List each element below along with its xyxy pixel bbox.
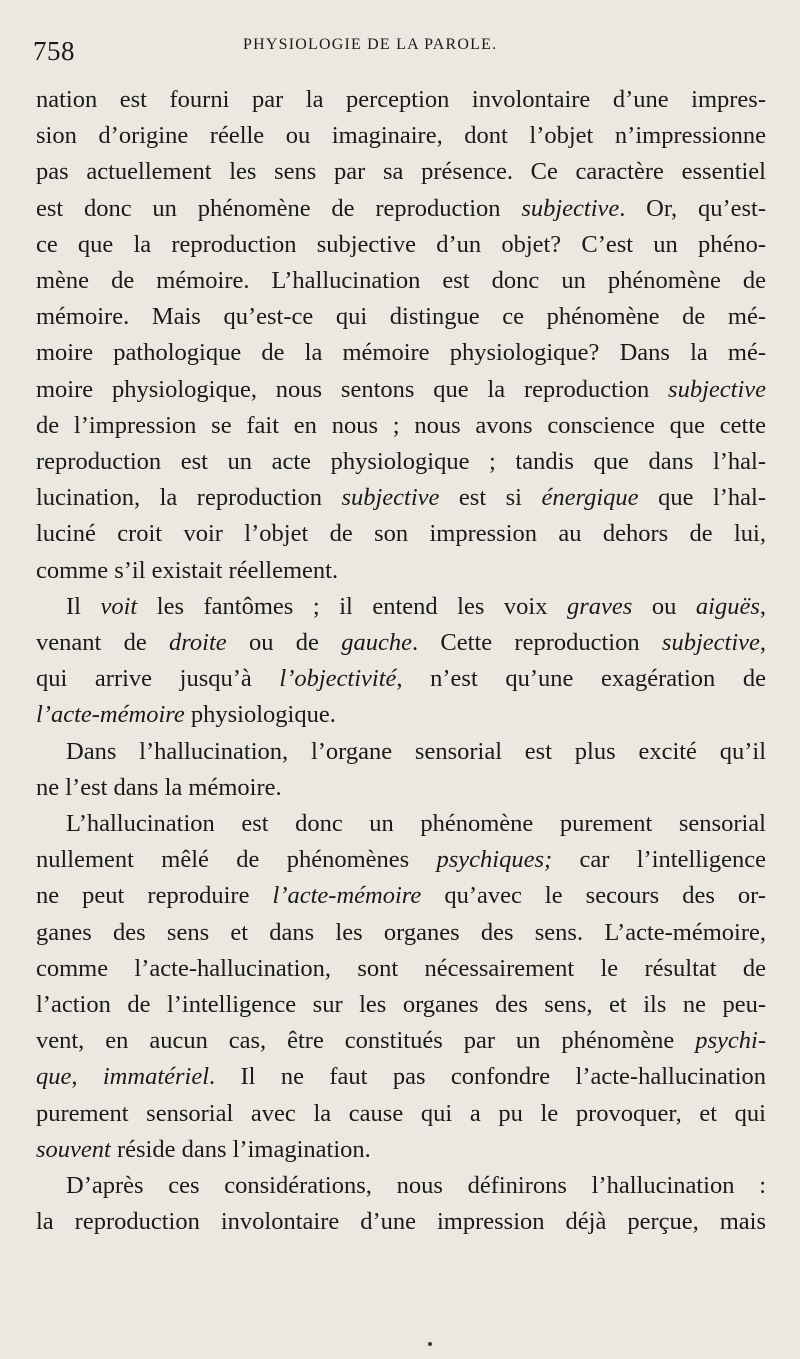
italic-text: droite [169, 629, 227, 657]
text-line [36, 1132, 766, 1168]
text-run: que l’hal- [638, 484, 766, 512]
text-run: L’hallucination est donc un phénomène purement sensorial [66, 810, 766, 838]
italic-text: souvent [36, 1135, 111, 1163]
text-run: , [759, 592, 766, 620]
text-run: , [71, 1063, 103, 1091]
text-line [36, 734, 766, 770]
text-run: réside dans l’imagination. [110, 1135, 371, 1163]
italic-text: gauche [341, 629, 412, 657]
text-run: les fantômes ; il entend les voix [137, 592, 568, 620]
text-line [36, 697, 766, 733]
text-run: , n’est qu’une exagération de [396, 665, 766, 693]
text-line [36, 553, 766, 589]
italic-text: l’acte-mémoire [36, 701, 185, 729]
text-run: lucination, la reproduction [36, 484, 342, 512]
text-run: ganes des sens et dans les organes des sens. L’acte-mémoire, [36, 918, 766, 946]
text-run: mémoire. Mais qu’est-ce qui distingue ce phénomène de mé- [36, 303, 766, 331]
text-line [36, 951, 766, 987]
text-run: est donc un phénomène de reproduction [36, 194, 522, 222]
text-line [36, 335, 766, 371]
italic-text: énergique [541, 484, 639, 512]
text-run: reproduction est un acte physiologique ; tandis que dans l’hal- [36, 448, 766, 476]
text-run: . Il ne faut pas confondre l’acte-hallucination [209, 1063, 766, 1091]
text-line [36, 987, 766, 1023]
text-run: purement sensorial avec la cause qui a pu le provoquer, et qui [36, 1099, 766, 1127]
text-line [36, 1096, 766, 1132]
text-line [36, 878, 766, 914]
text-run: la reproduction involontaire d’une impression déjà perçue, mais [36, 1208, 766, 1236]
text-line [36, 480, 766, 516]
text-run: . Cette reproduction [411, 629, 662, 657]
body-text [36, 82, 766, 1241]
italic-text: l’objectivité [279, 665, 397, 693]
italic-text: voit [100, 592, 138, 620]
text-run: qu’avec le secours des or- [421, 882, 766, 910]
text-line [36, 191, 766, 227]
text-run: physiologique. [184, 701, 336, 729]
italic-text: que [36, 1063, 72, 1091]
text-line [36, 915, 766, 951]
italic-text: subjective [341, 484, 440, 512]
paragraph [36, 806, 766, 1168]
text-line [36, 299, 766, 335]
italic-text: immatériel [102, 1063, 210, 1091]
text-run: nullement mêlé de phénomènes [36, 846, 437, 874]
italic-text: graves [567, 592, 633, 620]
text-run: pas actuellement les sens par sa présence. Ce caractère essentiel [36, 158, 766, 186]
text-line [36, 227, 766, 263]
italic-text: subjective [521, 194, 620, 222]
text-run: luciné croit voir l’objet de son impression au dehors de lui, [36, 520, 766, 548]
italic-text: psychi- [695, 1027, 766, 1055]
text-run: Il [66, 592, 101, 620]
text-line [36, 1168, 766, 1204]
print-speck [428, 1342, 432, 1346]
italic-text: subjective [668, 375, 766, 403]
text-line [36, 770, 766, 806]
text-run: ne peut reproduire [36, 882, 273, 910]
text-line [36, 82, 766, 118]
text-run: moire physiologique, nous sentons que la reproduction [36, 375, 669, 403]
page-number: 758 [33, 36, 75, 66]
text-line [36, 589, 766, 625]
italic-text: aiguës [695, 592, 760, 620]
text-run: qui arrive jusqu’à [36, 665, 280, 693]
italic-text: psychiques; [436, 846, 553, 874]
text-run: ne l’est dans la mémoire. [36, 773, 282, 801]
text-run: mène de mémoire. L’hallucination est donc un phénomène de [36, 267, 766, 295]
italic-text: l’acte-mémoire [272, 882, 422, 910]
text-run: , [759, 629, 766, 657]
text-run: vent, en aucun cas, être constitués par un phénomène [36, 1027, 696, 1055]
text-line [36, 408, 766, 444]
text-line [36, 516, 766, 552]
paragraph [36, 734, 766, 806]
text-line [36, 842, 766, 878]
text-line [36, 1059, 766, 1095]
paragraph [36, 1168, 766, 1240]
text-run: comme s’il existait réellement. [36, 556, 339, 584]
text-run: venant de [36, 629, 170, 657]
paragraph [36, 589, 766, 734]
page-header [33, 30, 760, 70]
text-run: est si [439, 484, 542, 512]
text-run: moire pathologique de la mémoire physiologique? Dans la mé- [36, 339, 766, 367]
italic-text: subjective [661, 629, 760, 657]
text-line [36, 444, 766, 480]
text-line [36, 1023, 766, 1059]
text-line [36, 154, 766, 190]
text-run: ou de [226, 629, 342, 657]
text-run: comme l’acte-hallucination, sont nécessairement le résultat de [36, 954, 766, 982]
text-line [36, 625, 766, 661]
text-run: D’après ces considérations, nous définirons l’hallucination : [66, 1172, 766, 1200]
text-line [36, 806, 766, 842]
text-line [36, 118, 766, 154]
text-run: de l’impression se fait en nous ; nous avons conscience que cette [36, 411, 766, 439]
text-line [36, 661, 766, 697]
text-run: car l’intelligence [552, 846, 766, 874]
text-run: nation est fourni par la perception involontaire d’une impres- [36, 86, 766, 113]
text-run: sion d’origine réelle ou imaginaire, dont l’objet n’impressionne [36, 122, 766, 150]
text-run: Dans l’hallucination, l’organe sensorial est plus excité qu’il [66, 737, 766, 765]
text-run: l’action de l’intelligence sur les organes des sens, et ils ne peu- [36, 991, 766, 1019]
text-run: ce que la reproduction subjective d’un objet? C’est un phéno- [36, 230, 766, 258]
text-line [36, 263, 766, 299]
text-run: . Or, qu’est- [619, 194, 766, 222]
paragraph [36, 82, 766, 589]
running-head: PHYSIOLOGIE DE LA PAROLE. [243, 36, 498, 53]
text-line [36, 372, 766, 408]
text-run: ou [632, 592, 696, 620]
text-line [36, 1204, 766, 1240]
